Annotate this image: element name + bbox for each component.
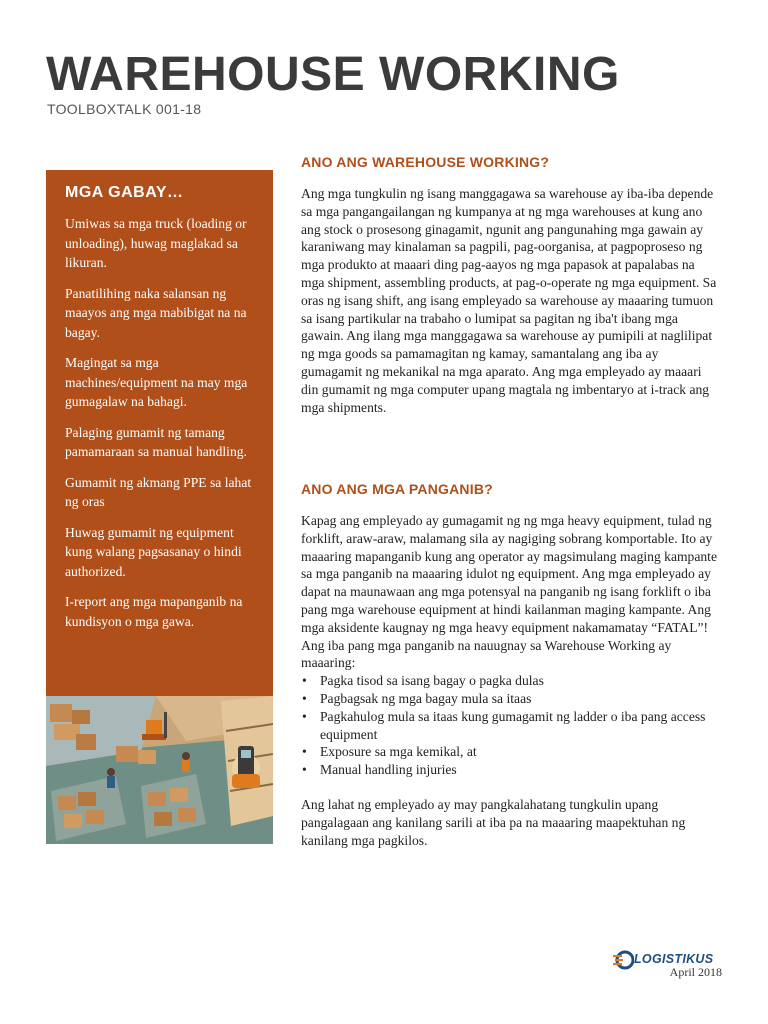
list-item: • Manual handling injuries — [301, 761, 721, 779]
section-hazards — [301, 481, 721, 849]
section-what-is — [301, 154, 721, 416]
sidebar-item: Huwag gumamit ng equipment kung walang pagsasanay o hindi authorized. — [65, 524, 242, 579]
sidebar-item: Palaging gumamit ng tamang pamamaraan sa manual handling. — [65, 424, 247, 459]
section-body: Kapag ang empleyado ay gumagamit ng ng mga heavy equipment, tulad ng forklift, araw-araw, malamang sila ay nagiging sobrang komportable. Ito ay maaaring mapanganib kung ang operator ay magsimulang maging kampante sa mga panganib na maaaring idulot ng equipment. Ang mga empleyado ay dapat na maunawaan ang mga potensyal na panganib ng isang forklift o iba pang mga warehouse equipment at hindi kailanman maging kampante. Ang mga aksidente kaugnay ng mga heavy equipment nakamamatay “FATAL”! — [301, 513, 717, 635]
logo-text: LOGISTIKUS — [634, 952, 714, 966]
sidebar-item: Gumamit ng akmang PPE sa lahat ng oras — [65, 474, 252, 509]
section-heading: ANO ANG WAREHOUSE WORKING? — [301, 154, 550, 170]
logistikus-logo-icon — [612, 949, 634, 971]
section-body: Ang mga tungkulin ng isang manggagawa sa warehouse ay iba-iba depende sa mga pangangailangan ng kumpanya at ng mga warehouses at kung ano ang stock o prosesong ginagamit, ngunit ang pangunahing mga gawain ay karaniwang may kinalaman sa pagpili, pag-oorganisa, at pagpoproseso ng mga produkto at maaari ding pag-aayos ng mga papasok at papalabas na mga shipment, assembling products, at pag-o-operate ng mga equipment. Sa oras ng isang shift, ang isang empleyado sa warehouse ay maaaring tumuon sa isang partikular na trabaho o lumipat sa pagitan ng iba't ibang mga gawain. Ang ilang mga manggagawa sa warehouse ay pumipili at naglilipat ng mga goods sa pamamagitan ng kamay, samantalang ang iba ay gumagamit ng mekanikal na mga aparato. Ang mga empleyado ay maaari din gumamit ng mga computer upang magtala ng imbentaryo at i-track ang mga shipments. — [301, 186, 717, 415]
sidebar-item: Magingat sa mga machines/equipment na may mga gumagalaw na bahagi. — [65, 355, 248, 409]
closing-paragraph: Ang lahat ng empleyado ay may pangkalahatang tungkulin upang pangalagaan ang kanilang sarili at iba pa na maaaring maapektuhan ng kanilang mga pagkilos. — [301, 796, 686, 848]
list-item: • Pagka tisod sa isang bagay o pagka dulas — [301, 672, 721, 690]
page-title: WAREHOUSE WORKING — [46, 48, 620, 101]
sidebar-item: Umiwas sa mga truck (loading or unloading), huwag maglakad sa likuran. — [65, 216, 247, 270]
guidelines-sidebar — [46, 170, 273, 696]
warehouse-illustration — [46, 696, 273, 844]
hazards-list — [301, 672, 721, 779]
section-heading: ANO ANG MGA PANGANIB? — [301, 481, 493, 497]
sidebar-item: Panatilihing naka salansan ng maayos ang mga mabibigat na na bagay. — [65, 285, 247, 340]
list-item: • Pagkahulog mula sa itaas kung gumagamit ng ladder o iba pang access equipment — [301, 708, 721, 744]
sidebar-item: I-report ang mga mapanganib na kundisyon o mga gawa. — [65, 594, 243, 629]
page-subtitle: TOOLBOXTALK 001-18 — [47, 101, 202, 117]
list-item: • Pagbagsak ng mga bagay mula sa itaas — [301, 690, 721, 708]
publication-date: April 2018 — [669, 965, 722, 979]
hazards-intro: Ang iba pang mga panganib na nauugnay sa Warehouse Working ay maaaring: — [301, 637, 672, 671]
list-item: • Exposure sa mga kemikal, at — [301, 743, 721, 761]
sidebar-heading: MGA GABAY… — [65, 184, 184, 201]
